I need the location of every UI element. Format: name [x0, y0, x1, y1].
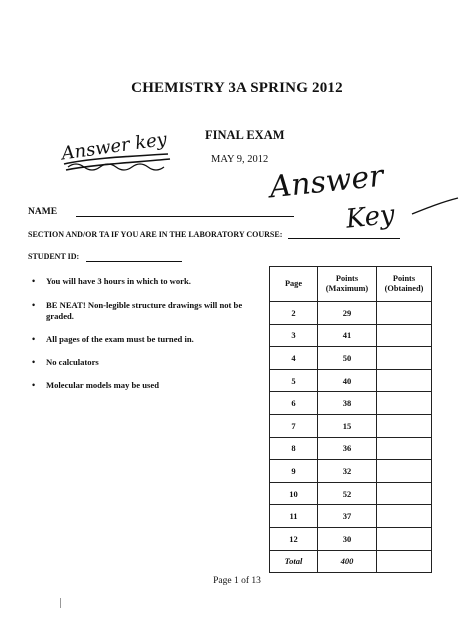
handwritten-answer-key-small-text: Answer key [60, 128, 169, 165]
row-obtained[interactable] [377, 392, 432, 415]
name-label: NAME [28, 207, 58, 217]
row-page: 4 [270, 347, 318, 370]
table-row [270, 347, 432, 370]
row-page: 12 [270, 527, 318, 550]
bullet-icon: • [32, 357, 36, 367]
table-row [270, 482, 432, 505]
instruction-text: All pages of the exam must be turned in. [46, 334, 194, 344]
bullet-icon: • [32, 334, 36, 344]
row-page: 3 [270, 324, 318, 347]
score-table [269, 266, 432, 573]
total-obtained[interactable] [377, 550, 432, 573]
row-page: 7 [270, 414, 318, 437]
total-label: Total [270, 550, 318, 573]
name-line[interactable] [76, 216, 294, 217]
row-obtained[interactable] [377, 482, 432, 505]
bullet-icon: • [32, 380, 36, 390]
bullet-icon: • [32, 300, 36, 310]
instruction-item [28, 334, 268, 345]
row-obtained[interactable] [377, 460, 432, 483]
instructions-list [28, 276, 268, 405]
instruction-item [28, 300, 268, 322]
header-points-maximum: Points (Maximum) [318, 267, 377, 302]
row-max: 50 [318, 347, 377, 370]
row-page: 6 [270, 392, 318, 415]
exam-date: MAY 9, 2012 [211, 154, 269, 165]
header-points-obtained: Points (Obtained) [377, 267, 432, 302]
row-obtained[interactable] [377, 527, 432, 550]
exam-name: FINAL EXAM [205, 128, 285, 142]
section-ta-line[interactable] [288, 238, 400, 239]
handwritten-answer-key-line2: Key [344, 199, 397, 235]
table-row [270, 302, 432, 325]
row-max: 38 [318, 392, 377, 415]
row-obtained[interactable] [377, 369, 432, 392]
header-page: Page [270, 267, 318, 302]
row-page: 5 [270, 369, 318, 392]
total-row [270, 550, 432, 573]
row-max: 36 [318, 437, 377, 460]
table-row [270, 505, 432, 528]
table-row [270, 392, 432, 415]
row-page: 11 [270, 505, 318, 528]
row-max: 32 [318, 460, 377, 483]
instruction-item [28, 357, 268, 368]
course-title: CHEMISTRY 3A SPRING 2012 [131, 80, 343, 96]
row-obtained[interactable] [377, 505, 432, 528]
row-page: 10 [270, 482, 318, 505]
bullet-icon: • [32, 276, 36, 286]
scan-mark [60, 598, 61, 608]
handwritten-answer-key-small [56, 126, 186, 186]
row-max: 37 [318, 505, 377, 528]
student-id-label: STUDENT ID: [28, 252, 80, 261]
row-max: 15 [318, 414, 377, 437]
row-page: 8 [270, 437, 318, 460]
student-id-line[interactable] [86, 261, 182, 262]
handwritten-answer-key-line1: Answer [267, 158, 386, 206]
table-row [270, 414, 432, 437]
handwritten-answer-key-large [262, 158, 462, 238]
row-obtained[interactable] [377, 324, 432, 347]
instruction-item [28, 276, 268, 287]
instruction-text: Molecular models may be used [46, 380, 159, 390]
row-max: 41 [318, 324, 377, 347]
total-max: 400 [318, 550, 377, 573]
row-obtained[interactable] [377, 437, 432, 460]
instruction-text: BE NEAT! Non-legible structure drawings will not be graded. [46, 300, 243, 321]
instruction-text: You will have 3 hours in which to work. [46, 276, 191, 286]
row-page: 9 [270, 460, 318, 483]
table-row [270, 460, 432, 483]
row-obtained[interactable] [377, 302, 432, 325]
table-row [270, 324, 432, 347]
row-obtained[interactable] [377, 414, 432, 437]
page-number: Page 1 of 13 [213, 576, 261, 586]
table-row [270, 369, 432, 392]
table-row [270, 437, 432, 460]
row-max: 40 [318, 369, 377, 392]
section-ta-label: SECTION AND/OR TA IF YOU ARE IN THE LABORATORY COURSE: [28, 230, 283, 239]
instruction-item [28, 380, 268, 391]
row-obtained[interactable] [377, 347, 432, 370]
row-page: 2 [270, 302, 318, 325]
row-max: 52 [318, 482, 377, 505]
row-max: 30 [318, 527, 377, 550]
score-table-header-row [270, 267, 432, 302]
instruction-text: No calculators [46, 357, 99, 367]
table-row [270, 527, 432, 550]
row-max: 29 [318, 302, 377, 325]
